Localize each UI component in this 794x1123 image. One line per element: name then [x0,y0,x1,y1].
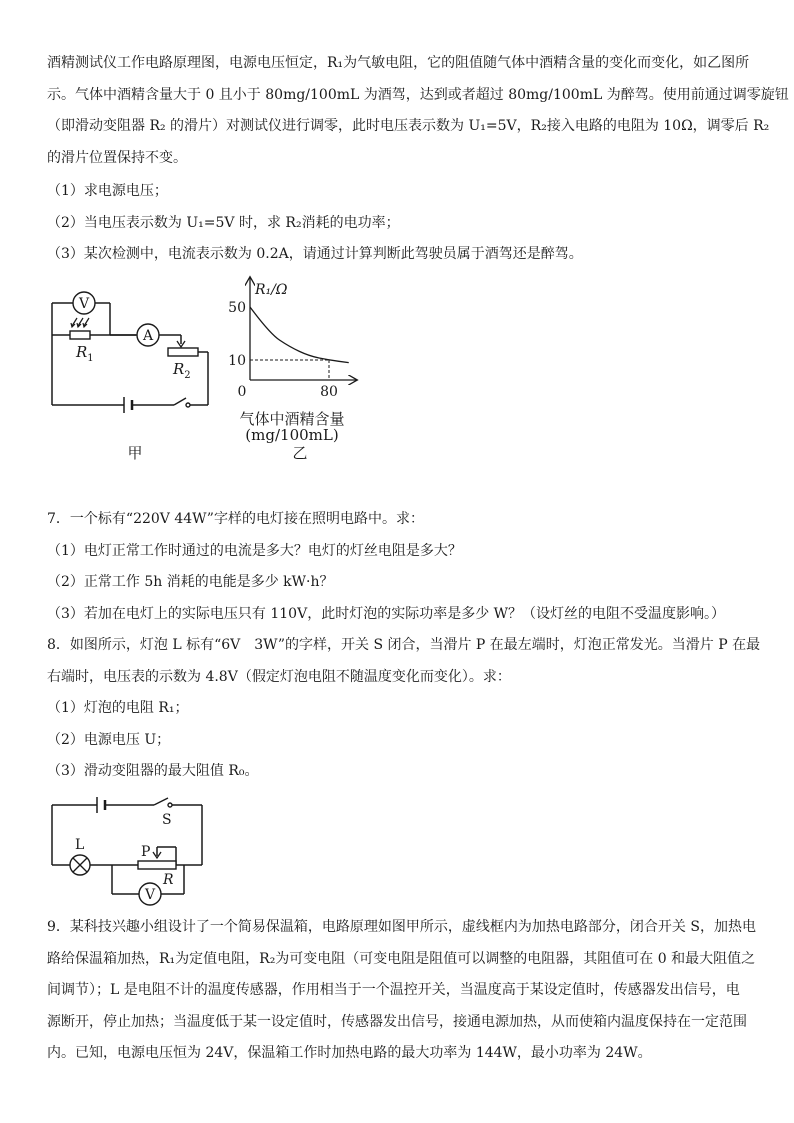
q8-sub-1: （1）灯泡的电阻 R₁； [47,700,189,716]
intro-q2: （2）当电压表示数为 U₁=5V 时，求 R₂消耗的电功率； [47,214,400,231]
figure-jia-caption: 甲 [127,444,143,462]
q8-stem-line-2: 右端时，电压表的示数为 4.8V（假定灯泡电阻不随温度变化而变化）。求： [47,668,511,685]
switch-icon [154,798,172,807]
question-8 [47,630,761,788]
y-tick-10: 10 [228,353,246,369]
r1-label: $R_1$ [76,343,94,364]
intro-q3: （3）某次检测中，电流表示数为 0.2A，请通过计算判断此驾驶员属于酒驾还是醉驾。 [47,246,583,262]
intro-line-2: 示。气体中酒精含量大于 0 且小于 80mg/100mL 为酒驾，达到或者超过 80mg/100mL 为醉驾。使用前通过调零旋钮 [47,86,789,103]
intro-subquestions [47,176,752,271]
figure-q8-circuit [44,790,214,910]
rheostat-r [138,861,176,869]
q8-sub-2: （2）电源电压 U； [47,731,171,748]
battery-icon [124,397,132,413]
origin-label: 0 [237,384,247,400]
resistor-label: R [163,872,174,888]
x-axis-label-line2: (mg/100mL) [245,426,339,444]
q9-line-4: 源断开，停止加热；当温度低于某一设定值时，传感器发出信号，接通电源加热，从而使箱内温度保持在一定范围 [47,1013,747,1030]
intro-line-1: 酒精测试仪工作电路原理图，电源电压恒定，R₁为气敏电阻，它的阻值随气体中酒精含量的变化而变化，如乙图所 [47,55,750,71]
gas-sensor-arrows-icon [71,318,89,327]
q9-line-1: 9．某科技兴趣小组设计了一个简易保温箱，电路原理如图甲所示，虚线框内为加热电路部分，闭合开关 S，加热电 [47,919,756,935]
ammeter-label: A [142,328,154,344]
battery-icon [97,797,105,813]
lamp-icon [70,855,90,875]
q8-stem-line-1: 8．如图所示，灯泡 L 标有“6V 3W”的字样，开关 S 闭合，当滑片 P 在最左端时，灯泡正常发光。当滑片 P 在最 [47,637,761,653]
question-7 [47,504,752,630]
voltmeter-label: V [78,296,90,312]
x-axis-label-line1: 气体中酒精含量 [239,410,345,428]
intro-paragraph [47,48,789,174]
intro-q1: （1）求电源电压； [47,183,168,199]
x-tick-80: 80 [320,384,338,400]
figure-jia-circuit [40,282,230,467]
figure-yi-chart [222,272,392,467]
switch-label: S [162,812,172,828]
q7-sub-3: （3）若加在电灯上的实际电压只有 110V，此时灯泡的实际功率是多少 W？（设灯丝的电阻不受温度影响。） [47,605,726,622]
q7-sub-1: （1）电灯正常工作时通过的电流是多大？电灯的灯丝电阻是多大？ [47,542,462,559]
r1-resistor [70,331,90,339]
y-tick-50: 50 [228,300,246,316]
slider-label: P [141,844,151,860]
intro-line-3: （即滑动变阻器 R₂ 的滑片）对测试仪进行调零，此时电压表示数为 U₁=5V，R₂接入电路的电阻为 10Ω，调零后 R₂ [47,118,770,134]
y-axis-label: R₁/Ω [255,282,288,298]
voltmeter-label: V [144,887,156,903]
question-9 [47,912,756,1070]
r2-label: $R_2$ [173,360,191,381]
intro-line-4: 的滑片位置保持不变。 [47,149,187,166]
r2-rheostat [168,348,198,356]
q7-stem: 7．一个标有“220V 44W”字样的电灯接在照明电路中。求： [47,511,424,527]
switch-icon [174,398,190,407]
resistance-curve [250,307,349,363]
q8-sub-3: （3）滑动变阻器的最大阻值 R₀。 [47,763,259,779]
q9-line-2: 路给保温箱加热，R₁为定值电阻，R₂为可变电阻（可变电阻是阻值可以调整的电阻器，其阻值可在 0 和最大阻值之 [47,950,756,967]
q9-line-3: 间调节）；L 是电阻不计的温度传感器，作用相当于一个温控开关，当温度高于某设定值时，传感器发出信号，电 [47,982,740,998]
figure-yi-caption: 乙 [292,444,308,462]
lamp-label: L [75,837,85,853]
q9-line-5: 内。已知，电源电压恒为 24V，保温箱工作时加热电路的最大功率为 144W，最小功率为 24W。 [47,1045,652,1061]
q7-sub-2: （2）正常工作 5h 消耗的电能是多少 kW·h？ [47,574,334,590]
